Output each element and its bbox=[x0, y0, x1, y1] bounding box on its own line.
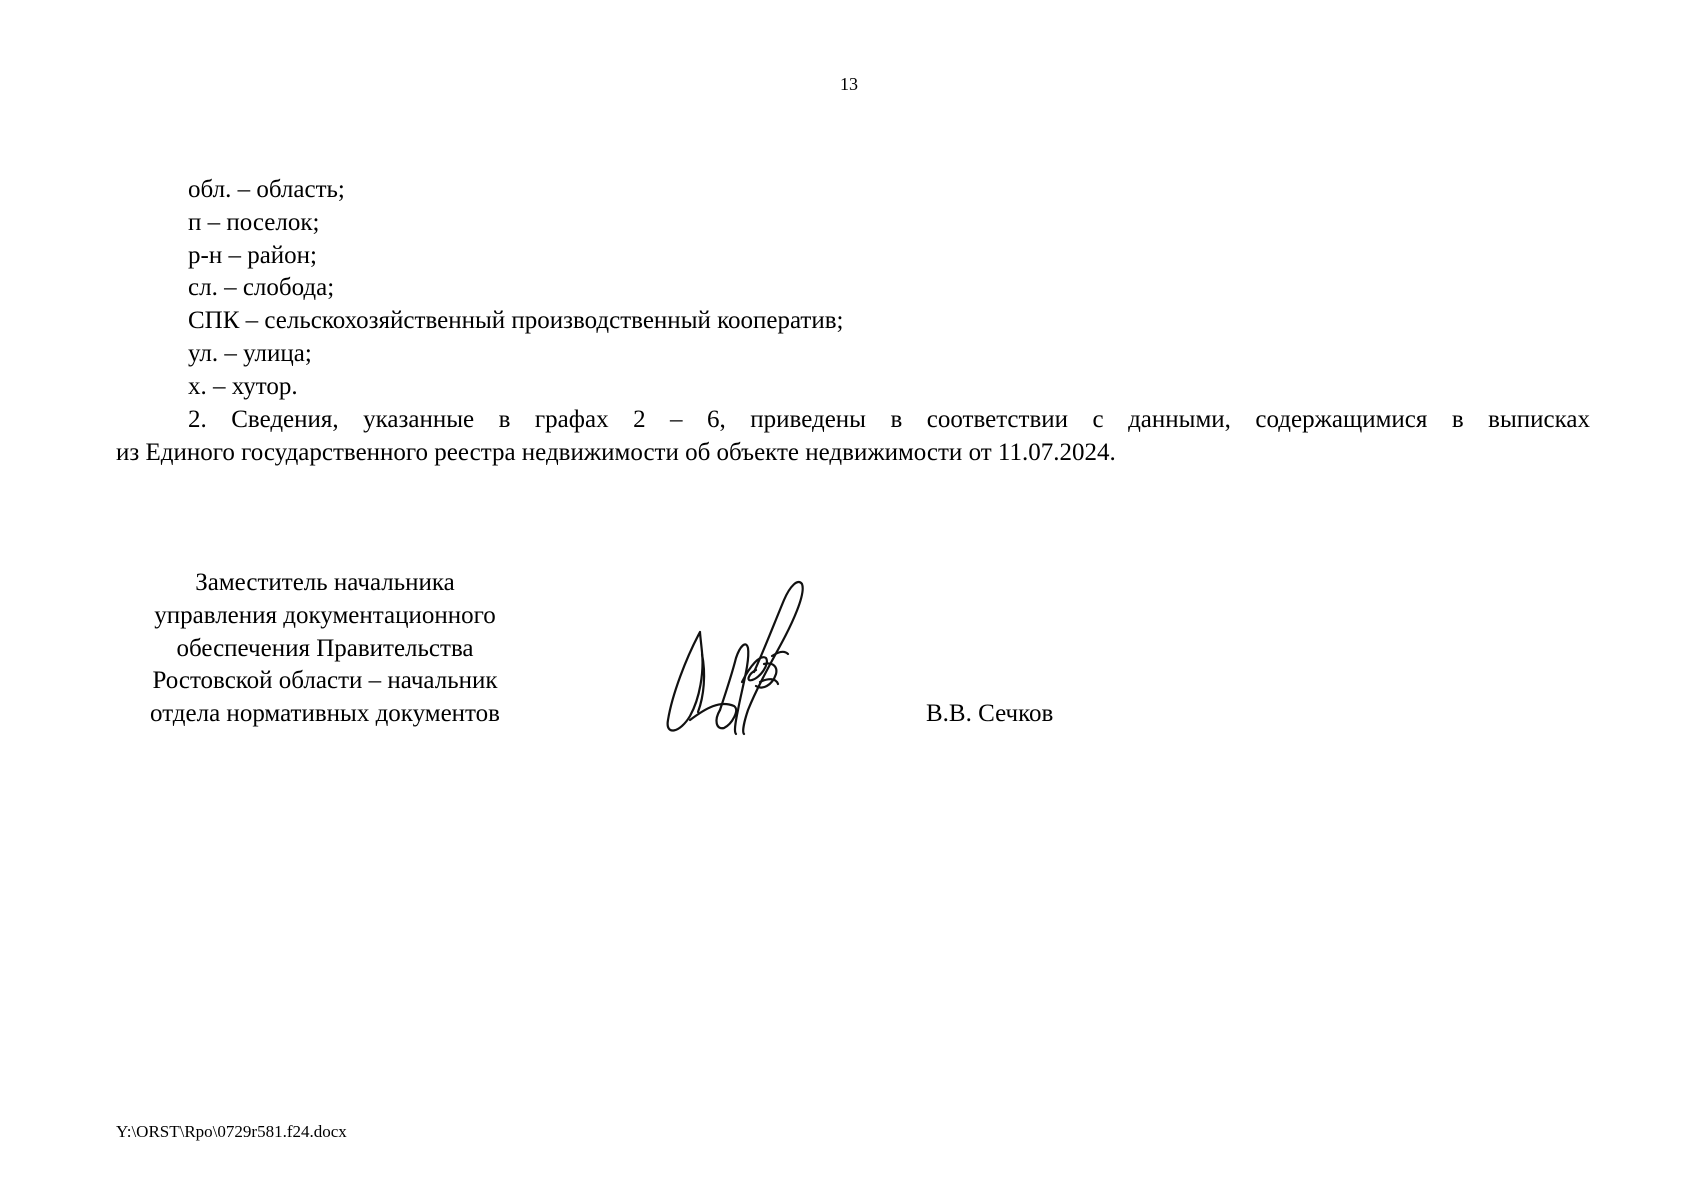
abbreviation-list bbox=[188, 174, 843, 404]
abbreviation-item: ул. – улица; bbox=[188, 339, 312, 367]
abbreviation-item: р-н – район; bbox=[188, 241, 318, 269]
abbreviation-item: обл. – область; bbox=[188, 176, 345, 203]
footer-file-path: Y:\ORST\Rpo\0729r581.f24.docx bbox=[116, 1122, 347, 1141]
note-line: 2. Сведения, указанные в графах 2 – 6, приведены в соответствии с данными, содержащимися в выписках bbox=[188, 406, 1590, 433]
abbreviation-item: СПК – сельскохозяйственный производственный кооператив; bbox=[188, 307, 844, 335]
abbreviation-item: сл. – слобода; bbox=[188, 274, 335, 302]
note-line: из Единого государственного реестра недвижимости об объекте недвижимости от 11.07.2024. bbox=[116, 438, 1116, 466]
signer-name: В.В. Сечков bbox=[926, 700, 1054, 727]
signer-title-line: Ростовской области – начальник bbox=[152, 667, 498, 695]
page-number: 13 bbox=[840, 74, 858, 94]
handwritten-signature bbox=[660, 570, 820, 740]
abbreviation-item: п – поселок; bbox=[188, 208, 320, 236]
signer-title-line: управления документационного bbox=[154, 601, 496, 629]
signer-title-line: обеспечения Правительства bbox=[176, 634, 474, 662]
signer-title-line: Заместитель начальника bbox=[195, 569, 455, 596]
signer-title-line: отдела нормативных документов bbox=[150, 700, 500, 728]
note-paragraph bbox=[116, 404, 1590, 470]
abbreviation-item: х. – хутор. bbox=[188, 372, 298, 400]
signer-title bbox=[105, 567, 545, 731]
